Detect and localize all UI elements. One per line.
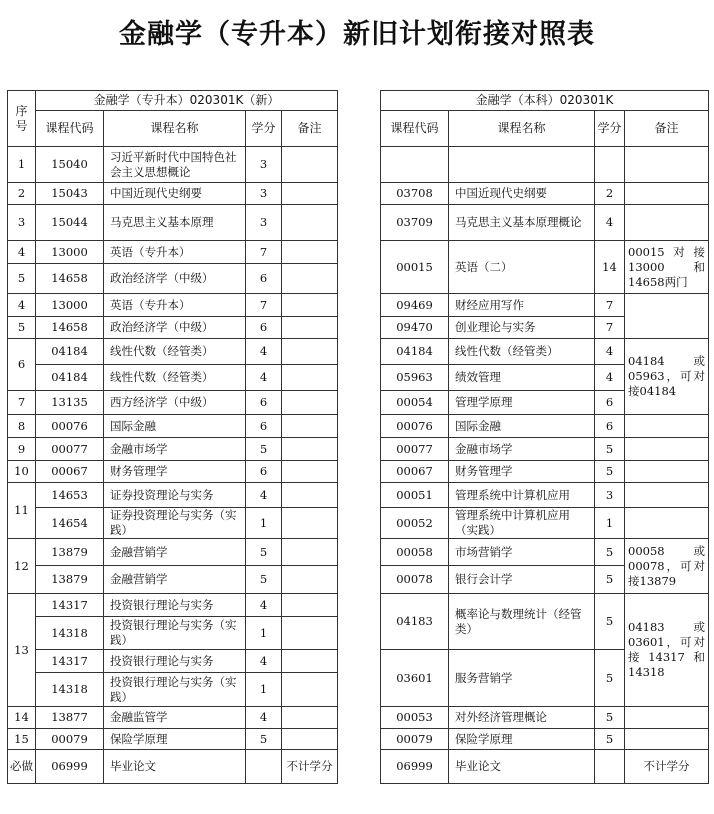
seq-cell: 13 xyxy=(8,594,36,707)
table-row xyxy=(8,147,338,183)
course-note xyxy=(282,539,338,566)
table-row xyxy=(8,483,338,508)
course-name: 英语（专升本） xyxy=(104,294,246,317)
course-note xyxy=(282,617,338,650)
course-code: 00067 xyxy=(36,461,104,483)
course-note xyxy=(282,294,338,317)
seq-cell: 10 xyxy=(8,461,36,483)
course-name: 绩效管理 xyxy=(449,365,595,391)
table-row xyxy=(8,461,338,483)
seq-header: 序号 xyxy=(8,91,36,147)
course-name: 政治经济学（中级） xyxy=(104,264,246,294)
seq-cell: 必做 xyxy=(8,750,36,784)
course-name: 毕业论文 xyxy=(104,750,246,784)
table-row xyxy=(8,264,338,294)
course-note xyxy=(625,508,709,539)
course-code: 00076 xyxy=(381,415,449,438)
course-note xyxy=(282,264,338,294)
course-name: 投资银行理论与实务 xyxy=(104,594,246,617)
course-credit: 1 xyxy=(246,508,282,539)
course-note: 不计学分 xyxy=(625,750,709,784)
course-name: 线性代数（经管类） xyxy=(449,339,595,365)
course-code: 04184 xyxy=(381,339,449,365)
course-name xyxy=(449,147,595,183)
table-row xyxy=(381,707,709,729)
code-header: 课程代码 xyxy=(36,111,104,147)
seq-cell: 2 xyxy=(8,183,36,205)
course-code: 14318 xyxy=(36,617,104,650)
table-row xyxy=(8,566,338,594)
course-name: 毕业论文 xyxy=(449,750,595,784)
course-name: 金融市场学 xyxy=(449,438,595,461)
course-credit: 4 xyxy=(246,707,282,729)
course-note xyxy=(625,483,709,508)
course-name: 金融监管学 xyxy=(104,707,246,729)
course-credit: 3 xyxy=(246,183,282,205)
course-credit: 4 xyxy=(246,594,282,617)
course-credit xyxy=(595,147,625,183)
table-row xyxy=(8,391,338,415)
table-row xyxy=(381,205,709,241)
course-credit: 5 xyxy=(246,566,282,594)
course-credit: 6 xyxy=(246,391,282,415)
course-note: 00058或00078，可对接13879 xyxy=(625,539,709,594)
course-note xyxy=(625,415,709,438)
course-code: 04183 xyxy=(381,594,449,650)
course-name: 保险学原理 xyxy=(104,729,246,750)
course-name: 英语（专升本） xyxy=(104,241,246,264)
course-credit: 1 xyxy=(595,508,625,539)
course-note xyxy=(282,205,338,241)
course-name: 金融营销学 xyxy=(104,566,246,594)
course-note: 04183或03601，可对接14317和14318 xyxy=(625,594,709,707)
table-row xyxy=(8,183,338,205)
table-row xyxy=(381,539,709,566)
course-code: 15044 xyxy=(36,205,104,241)
course-name: 习近平新时代中国特色社会主义思想概论 xyxy=(104,147,246,183)
table-row xyxy=(8,205,338,241)
course-name: 市场营销学 xyxy=(449,539,595,566)
course-credit: 1 xyxy=(246,673,282,707)
course-code: 00079 xyxy=(36,729,104,750)
course-code: 14654 xyxy=(36,508,104,539)
table-row xyxy=(8,365,338,391)
course-code: 00077 xyxy=(36,438,104,461)
course-name: 中国近现代史纲要 xyxy=(449,183,595,205)
table-row xyxy=(8,508,338,539)
course-name: 国际金融 xyxy=(104,415,246,438)
table-row xyxy=(8,650,338,673)
course-note xyxy=(282,317,338,339)
table-row xyxy=(381,438,709,461)
course-note xyxy=(625,461,709,483)
old-plan-table xyxy=(380,90,709,784)
seq-cell: 5 xyxy=(8,317,36,339)
course-code: 00054 xyxy=(381,391,449,415)
course-code: 13877 xyxy=(36,707,104,729)
course-note xyxy=(625,438,709,461)
course-note: 00015对接13000和14658两门 xyxy=(625,241,709,294)
table-row xyxy=(8,729,338,750)
course-credit: 5 xyxy=(595,729,625,750)
table-row xyxy=(8,707,338,729)
course-credit xyxy=(246,750,282,784)
code-header: 课程代码 xyxy=(381,111,449,147)
course-name: 财经应用写作 xyxy=(449,294,595,317)
course-code: 14317 xyxy=(36,594,104,617)
course-code: 14658 xyxy=(36,317,104,339)
course-code: 13135 xyxy=(36,391,104,415)
course-credit: 7 xyxy=(595,294,625,317)
page-title: 金融学（专升本）新旧计划衔接对照表 xyxy=(119,19,595,50)
course-credit: 6 xyxy=(595,391,625,415)
course-note: 04184或05963，可对接04184 xyxy=(625,339,709,415)
course-name: 金融市场学 xyxy=(104,438,246,461)
table-row xyxy=(381,483,709,508)
table-row xyxy=(8,673,338,707)
course-credit: 7 xyxy=(246,241,282,264)
new-plan-table xyxy=(7,90,338,784)
course-credit: 5 xyxy=(595,539,625,566)
table-row xyxy=(381,415,709,438)
major-header: 金融学（专升本）020301K（新） xyxy=(36,91,338,111)
course-note xyxy=(282,183,338,205)
credit-header: 学分 xyxy=(246,111,282,147)
seq-cell: 4 xyxy=(8,241,36,264)
course-code: 06999 xyxy=(36,750,104,784)
course-name: 国际金融 xyxy=(449,415,595,438)
table-row xyxy=(8,339,338,365)
table-row xyxy=(8,438,338,461)
course-name: 投资银行理论与实务 xyxy=(104,650,246,673)
course-note xyxy=(282,391,338,415)
course-code: 00077 xyxy=(381,438,449,461)
course-code: 00051 xyxy=(381,483,449,508)
course-credit: 5 xyxy=(595,438,625,461)
course-note xyxy=(625,294,709,339)
course-code: 00052 xyxy=(381,508,449,539)
course-name: 财务管理学 xyxy=(449,461,595,483)
course-credit: 3 xyxy=(246,205,282,241)
course-credit: 5 xyxy=(595,707,625,729)
table-row xyxy=(8,317,338,339)
course-name: 证券投资理论与实务（实践） xyxy=(104,508,246,539)
seq-cell: 15 xyxy=(8,729,36,750)
course-name: 马克思主义基本原理 xyxy=(104,205,246,241)
course-note xyxy=(282,707,338,729)
seq-cell: 7 xyxy=(8,391,36,415)
course-credit: 4 xyxy=(246,650,282,673)
table-row xyxy=(381,294,709,317)
course-note xyxy=(625,205,709,241)
course-code: 03601 xyxy=(381,650,449,707)
course-credit: 4 xyxy=(595,205,625,241)
course-name: 西方经济学（中级） xyxy=(104,391,246,415)
table-row xyxy=(8,241,338,264)
credit-header: 学分 xyxy=(595,111,625,147)
name-header: 课程名称 xyxy=(449,111,595,147)
course-name: 投资银行理论与实务（实践） xyxy=(104,617,246,650)
course-name: 管理系统中计算机应用 xyxy=(449,483,595,508)
table-row xyxy=(8,415,338,438)
course-credit: 4 xyxy=(246,483,282,508)
course-code: 04184 xyxy=(36,365,104,391)
course-name: 中国近现代史纲要 xyxy=(104,183,246,205)
course-credit: 7 xyxy=(595,317,625,339)
course-note xyxy=(282,415,338,438)
course-credit: 3 xyxy=(595,483,625,508)
course-credit: 5 xyxy=(595,566,625,594)
course-credit: 4 xyxy=(246,365,282,391)
course-credit: 6 xyxy=(246,264,282,294)
seq-cell: 8 xyxy=(8,415,36,438)
course-code: 00058 xyxy=(381,539,449,566)
header-row xyxy=(381,91,709,111)
course-code: 06999 xyxy=(381,750,449,784)
seq-cell: 6 xyxy=(8,339,36,391)
course-note xyxy=(282,594,338,617)
course-code: 00053 xyxy=(381,707,449,729)
course-code: 15040 xyxy=(36,147,104,183)
course-name: 英语（二） xyxy=(449,241,595,294)
note-header: 备注 xyxy=(625,111,709,147)
course-name: 线性代数（经管类） xyxy=(104,339,246,365)
course-name: 服务营销学 xyxy=(449,650,595,707)
course-code: 09469 xyxy=(381,294,449,317)
course-name: 银行会计学 xyxy=(449,566,595,594)
course-code: 00079 xyxy=(381,729,449,750)
table-row xyxy=(8,594,338,617)
table-row xyxy=(381,461,709,483)
seq-cell: 11 xyxy=(8,483,36,539)
course-name: 财务管理学 xyxy=(104,461,246,483)
header-row xyxy=(8,111,338,147)
course-name: 投资银行理论与实务（实践） xyxy=(104,673,246,707)
seq-cell: 4 xyxy=(8,294,36,317)
course-name: 管理学原理 xyxy=(449,391,595,415)
course-note xyxy=(282,650,338,673)
course-note xyxy=(282,566,338,594)
seq-cell: 3 xyxy=(8,205,36,241)
course-note: 不计学分 xyxy=(282,750,338,784)
course-note xyxy=(282,147,338,183)
table-row xyxy=(381,750,709,784)
course-name: 金融营销学 xyxy=(104,539,246,566)
course-code: 13879 xyxy=(36,566,104,594)
course-note xyxy=(282,365,338,391)
course-code: 00067 xyxy=(381,461,449,483)
course-code: 14317 xyxy=(36,650,104,673)
course-note xyxy=(282,729,338,750)
course-code: 14658 xyxy=(36,264,104,294)
course-credit: 5 xyxy=(595,594,625,650)
course-code: 00076 xyxy=(36,415,104,438)
seq-cell: 14 xyxy=(8,707,36,729)
course-credit: 5 xyxy=(595,461,625,483)
course-code: 13000 xyxy=(36,241,104,264)
seq-cell: 5 xyxy=(8,264,36,294)
course-name: 政治经济学（中级） xyxy=(104,317,246,339)
course-code: 15043 xyxy=(36,183,104,205)
course-credit xyxy=(595,750,625,784)
course-note xyxy=(625,147,709,183)
course-credit: 5 xyxy=(246,539,282,566)
course-name: 管理系统中计算机应用（实践） xyxy=(449,508,595,539)
course-note xyxy=(282,438,338,461)
course-name: 概率论与数理统计（经管类） xyxy=(449,594,595,650)
course-code: 13000 xyxy=(36,294,104,317)
header-row xyxy=(8,91,338,111)
table-row xyxy=(8,617,338,650)
course-credit: 5 xyxy=(595,650,625,707)
seq-cell: 1 xyxy=(8,147,36,183)
course-credit: 4 xyxy=(595,365,625,391)
course-note xyxy=(625,183,709,205)
course-name: 保险学原理 xyxy=(449,729,595,750)
course-code: 13879 xyxy=(36,539,104,566)
course-credit: 3 xyxy=(246,147,282,183)
table-row xyxy=(8,750,338,784)
course-name: 线性代数（经管类） xyxy=(104,365,246,391)
course-credit: 6 xyxy=(246,461,282,483)
course-code: 00015 xyxy=(381,241,449,294)
seq-cell: 12 xyxy=(8,539,36,594)
course-name: 证券投资理论与实务 xyxy=(104,483,246,508)
table-row xyxy=(381,147,709,183)
course-note xyxy=(282,461,338,483)
course-code: 14653 xyxy=(36,483,104,508)
course-code: 09470 xyxy=(381,317,449,339)
table-row xyxy=(381,729,709,750)
header-row xyxy=(381,111,709,147)
course-credit: 6 xyxy=(246,317,282,339)
course-credit: 5 xyxy=(246,438,282,461)
course-note xyxy=(625,729,709,750)
course-code: 00078 xyxy=(381,566,449,594)
table-row xyxy=(381,339,709,365)
course-credit: 6 xyxy=(595,415,625,438)
course-note xyxy=(282,508,338,539)
seq-cell: 9 xyxy=(8,438,36,461)
course-note xyxy=(282,673,338,707)
course-name: 创业理论与实务 xyxy=(449,317,595,339)
course-credit: 5 xyxy=(246,729,282,750)
course-note xyxy=(282,241,338,264)
course-credit: 1 xyxy=(246,617,282,650)
table-row xyxy=(381,594,709,617)
table-row xyxy=(381,508,709,539)
course-credit: 14 xyxy=(595,241,625,294)
course-note xyxy=(282,483,338,508)
table-row xyxy=(8,294,338,317)
course-code: 14318 xyxy=(36,673,104,707)
course-note xyxy=(282,339,338,365)
course-credit: 2 xyxy=(595,183,625,205)
course-credit: 7 xyxy=(246,294,282,317)
table-row xyxy=(381,183,709,205)
course-code: 04184 xyxy=(36,339,104,365)
course-name: 对外经济管理概论 xyxy=(449,707,595,729)
course-credit: 6 xyxy=(246,415,282,438)
course-name: 马克思主义基本原理概论 xyxy=(449,205,595,241)
major-header: 金融学（本科）020301K xyxy=(381,91,709,111)
name-header: 课程名称 xyxy=(104,111,246,147)
course-code: 03709 xyxy=(381,205,449,241)
course-code: 03708 xyxy=(381,183,449,205)
course-code xyxy=(381,147,449,183)
table-row xyxy=(381,241,709,264)
course-code: 05963 xyxy=(381,365,449,391)
course-credit: 4 xyxy=(246,339,282,365)
course-note xyxy=(625,707,709,729)
table-row xyxy=(8,539,338,566)
note-header: 备注 xyxy=(282,111,338,147)
course-credit: 4 xyxy=(595,339,625,365)
